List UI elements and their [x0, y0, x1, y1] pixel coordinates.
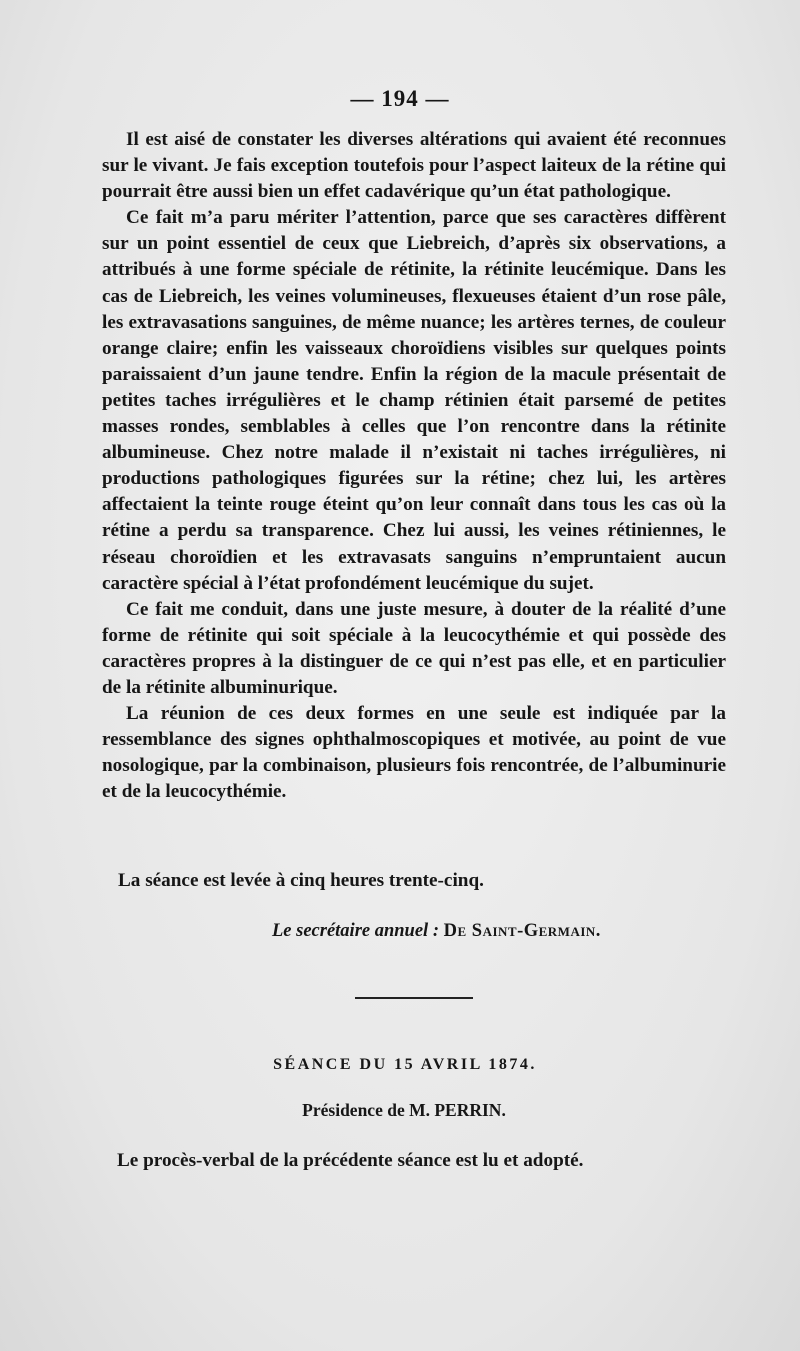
paragraph-1: Il est aisé de constater les diverses altérations qui avaient été reconnues sur le vivant. Je fais exception toutefois pour l’aspect laiteux de la rétine qui pourrait être aussi bien un effet cadavérique qu’un état pathologique. — [102, 129, 726, 203]
paragraph-3: Ce fait me conduit, dans une juste mesure, à douter de la réalité d’une forme de rétinite qui soit spéciale à la leucocythémie et qui possède des caractères propres à la distinguer de ce qui n’est pas elle, et en particulier de la rétinite albuminurique. — [102, 598, 726, 698]
signature-line — [272, 921, 601, 942]
closing-line: La séance est levée à cinq heures trente-cinq. — [118, 870, 484, 891]
minutes-line: Le procès-verbal de la précédente séance est lu et adopté. — [117, 1150, 584, 1171]
paragraph-2: Ce fait m’a paru mériter l’attention, parce que ses caractères diffèrent sur un point essentiel de ceux que Liebreich, d’après six observations, a attribués à une forme spéciale de rétinite, la rétinite leucémique. Dans les cas de Liebreich, les veines volumineuses, flexueuses étaient d’un rose pâle, les extravasations sanguines, de même nuance; les artères ternes, de couleur orange claire; enfin les vaisseaux choroïdiens visibles sur quelques points paraissaient d’un jaune tendre. Enfin la région de la macule présentait de petites taches irrégulières et le champ rétinien était parsemé de petites masses rondes, semblables à celles que l’on rencontre dans la rétinite albumineuse. Chez notre malade il n’existait ni taches irrégulières, ni productions pathologiques figurées sur la rétine; chez lui, les artères affectaient la teinte rouge éteint qu’on leur connaît dans tous les cas où la rétine a perdu sa transparence. Chez lui aussi, les veines rétiniennes, le réseau choroïdien et les extravasats sanguins n’empruntaient aucun caractère spécial à l’état profondément leucémique du sujet. — [102, 207, 726, 594]
session-heading: SÉANCE DU 15 AVRIL 1874. — [273, 1056, 537, 1073]
report-body — [102, 127, 726, 805]
section-divider — [355, 997, 473, 999]
page-number: — 194 — — [350, 86, 450, 111]
presidence-line: Présidence de M. PERRIN. — [302, 1100, 506, 1120]
paragraph-4: La réunion de ces deux formes en une seule est indiquée par la ressemblance des signes ophthalmoscopiques et motivée, au point de vue nosologique, par la combinaison, plusieurs fois rencontrée, de l’albuminurie et de la leucocythémie. — [102, 703, 726, 803]
signature-role: Le secrétaire annuel : — [272, 921, 439, 941]
signature-name: De Saint-Germain. — [443, 921, 601, 941]
